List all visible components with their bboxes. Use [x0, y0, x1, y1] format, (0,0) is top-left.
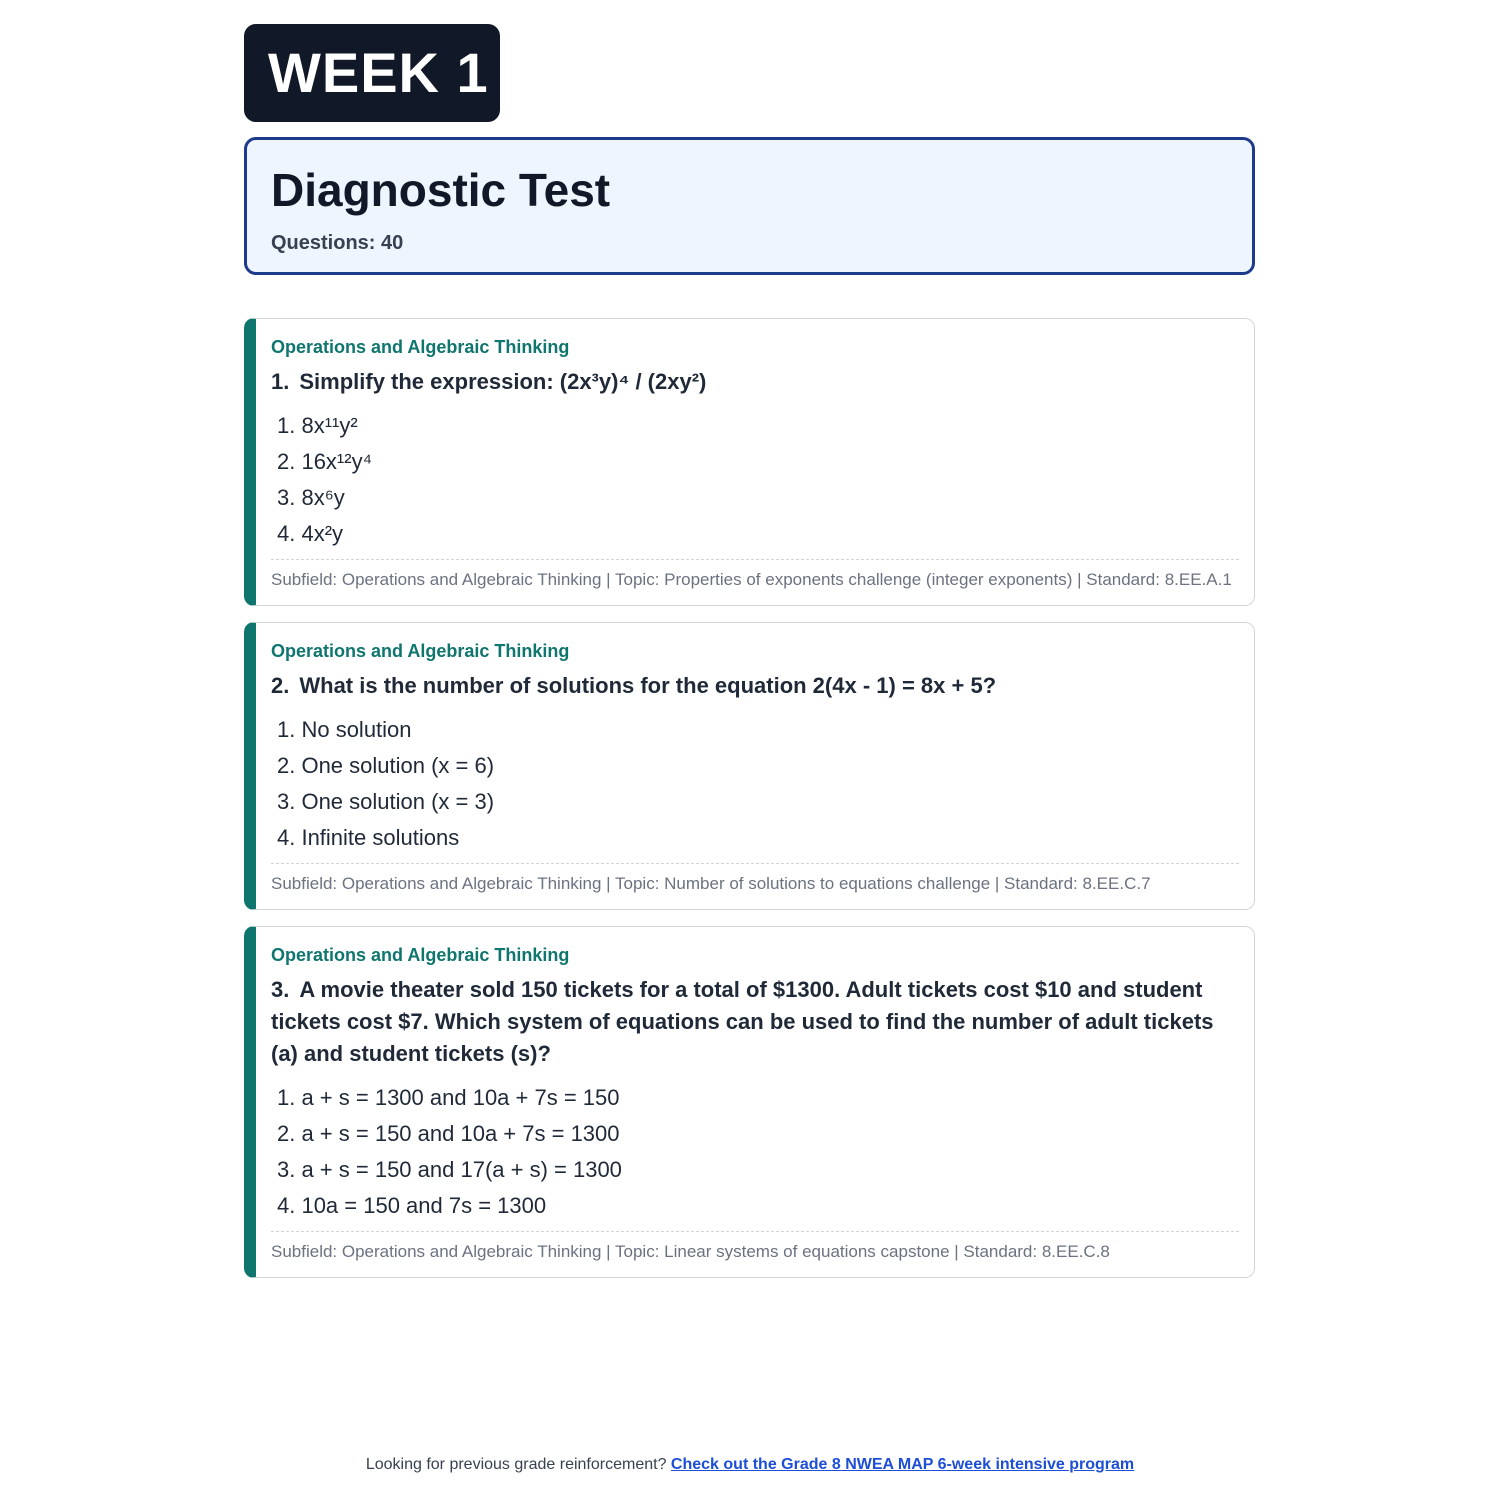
question-metadata: Subfield: Operations and Algebraic Thinking | Topic: Number of solutions to equations challenge | Standard: 8.EE.C.7 — [271, 863, 1239, 909]
question-prompt: A movie theater sold 150 tickets for a total of $1300. Adult tickets cost $10 and student tickets cost $7. Which system of equations can be used to find the number of adult tickets (a) and student tickets (s)? — [271, 977, 1214, 1066]
answer-options — [277, 1080, 1239, 1224]
page-title: Diagnostic Test — [271, 164, 611, 216]
question-count: Questions: 40 — [271, 232, 404, 254]
answer-option[interactable]: 2. 16x¹²y⁴ — [277, 449, 373, 474]
week-badge: WEEK 1 — [244, 24, 500, 122]
question-number: 1. — [271, 369, 290, 394]
question-number: 3. — [271, 977, 290, 1002]
question-text — [271, 974, 1239, 1070]
question-prompt: Simplify the expression: (2x³y)⁴ / (2xy²) — [299, 369, 707, 394]
question-subject: Operations and Algebraic Thinking — [271, 641, 570, 661]
question-subject: Operations and Algebraic Thinking — [271, 337, 570, 357]
answer-option[interactable]: 2. a + s = 150 and 10a + 7s = 1300 — [277, 1121, 620, 1146]
question-metadata: Subfield: Operations and Algebraic Thinking | Topic: Linear systems of equations capstone | Standard: 8.EE.C.8 — [271, 1231, 1239, 1277]
answer-option[interactable]: 3. a + s = 150 and 17(a + s) = 1300 — [277, 1157, 622, 1182]
answer-options — [277, 712, 1239, 856]
page-container — [244, 24, 1255, 1294]
question-subject: Operations and Algebraic Thinking — [271, 945, 570, 965]
question-list — [244, 318, 1255, 1278]
question-number: 2. — [271, 673, 290, 698]
footer-text: Looking for previous grade reinforcement? — [365, 1456, 667, 1473]
answer-option[interactable]: 1. a + s = 1300 and 10a + 7s = 150 — [277, 1085, 620, 1110]
answer-option[interactable]: 2. One solution (x = 6) — [277, 753, 495, 778]
question-text — [271, 670, 1239, 702]
test-header — [244, 137, 1255, 275]
answer-option[interactable]: 3. 8x⁶y — [277, 485, 345, 510]
question-prompt: What is the number of solutions for the equation 2(4x - 1) = 8x + 5? — [299, 673, 997, 698]
answer-option[interactable]: 4. 4x²y — [277, 521, 344, 546]
answer-option[interactable]: 1. No solution — [277, 717, 412, 742]
question-text — [271, 366, 1239, 398]
question-card-1 — [244, 318, 1255, 606]
answer-option[interactable]: 4. Infinite solutions — [277, 825, 460, 850]
answer-option[interactable]: 1. 8x¹¹y² — [277, 413, 358, 438]
program-link[interactable]: Check out the Grade 8 NWEA MAP 6-week intensive program — [670, 1456, 1135, 1473]
question-card-2 — [244, 622, 1255, 910]
answer-option[interactable]: 3. One solution (x = 3) — [277, 789, 495, 814]
question-metadata: Subfield: Operations and Algebraic Thinking | Topic: Properties of exponents challenge (integer exponents) | Standard: 8.EE.A.1 — [271, 559, 1239, 605]
answer-option[interactable]: 4. 10a = 150 and 7s = 1300 — [277, 1193, 547, 1218]
question-card-3 — [244, 926, 1255, 1278]
answer-options — [277, 408, 1239, 552]
footer — [0, 1456, 1500, 1474]
